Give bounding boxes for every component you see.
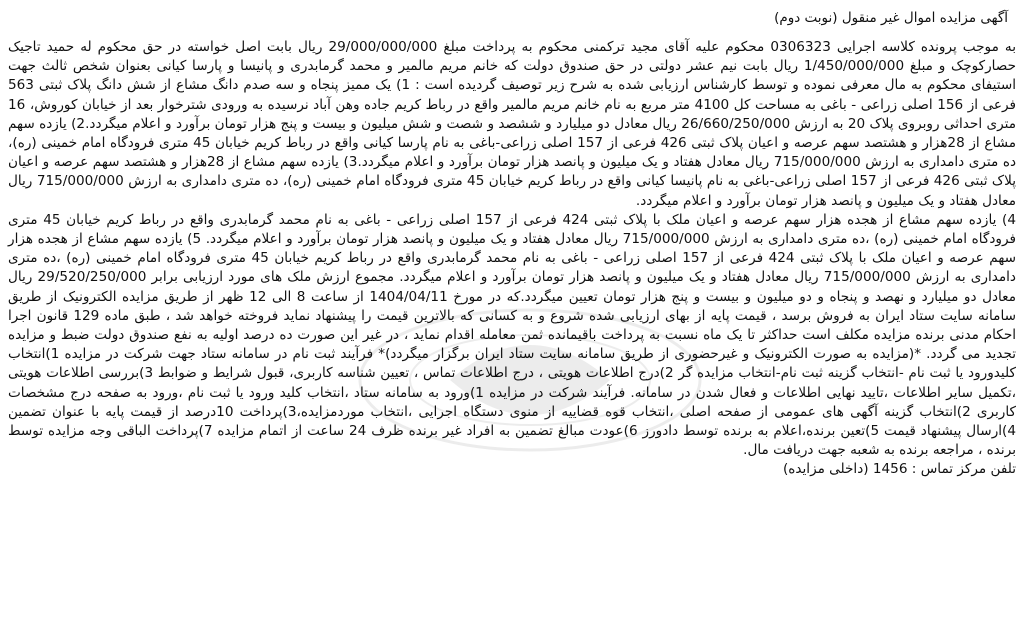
contact-phone: تلفن مرکز تماس : 1456 (داخلی مزایده): [782, 461, 1016, 478]
auction-notice: [6, 0, 1018, 480]
notice-paragraph-1: به موجب پرونده کلاسه اجرایی 0306323 محکوم علیه آقای مجید ترکمنی محکوم به پرداخت مبلغ 29/000/000/000 ریال بابت اصل خواسته در حق محکوم له حمید تاجیک حصارکوچک و مبلغ 1/450/000/000 ریال بابت نیم عشر دولتی در حق صندوق دولت که خانم مریم مالمیر و محمد گرمابدری و پانیسا و پارسا کیانی بعنوان شخص ثالث جهت استیفای محکوم به مال معرفی نموده و توسط کارشناس ارزیابی شده به شرح زیر توصیف گردیده است : 1) یک ممیز پنجاه و سه صدم دانگ مشاع از شش دانگ پلاک ثبتی 563 فرعی از 156 اصلی زراعی - باغی به مساحت کل 4100 متر مربع به نام خانم مریم مالمیر واقع در رباط کریم جاده وهن آباد نرسیده به ورودی شترخوار بعد از خیابان کوروش، 16 متری احداثی روبروی پلاک 20 به ارزش 26/660/250/000 ریال معادل دو میلیارد و ششصد و شصت و شش میلیون و بیست و پنج هزار تومان برآورد و اعلام میگردد.2) یازده سهم مشاع از 28هزار و هشتصد سهم عرصه و اعیان پلاک ثبتی 426 فرعی از 157 اصلی زراعی-باغی به نام پارسا کیانی واقع در رباط کریم خیابان 45 متری فرودگاه امام خمینی (ره)، ده متری دامداری به ارزش 715/000/000 ریال معادل هفتاد و یک میلیون و پانصد هزار تومان برآورد و اعلام میگردد.3) یازده سهم مشاع از 28هزار و هشتصد سهم عرصه و اعیان پلاک ثبتی 426 فرعی از 157 اصلی زراعی-باغی به نام پانیسا کیانی واقع در رباط کریم خیابان 45 متری فرودگاه امام خمینی (ره)، ده متری دامداری به ارزش 715/000/000 ریال معادل هفتاد و یک میلیون و پانصد هزار تومان برآورد و اعلام میگردد.: [8, 39, 1017, 209]
notice-body: [6, 38, 1018, 480]
notice-title: آگهی مزایده اموال غیر منقول (نوبت دوم): [774, 10, 1008, 26]
notice-paragraph-2: 4) یازده سهم مشاع از هجده هزار سهم عرصه و اعیان ملک با پلاک ثبتی 424 فرعی از 157 اصلی زراعی - باغی به نام محمد گرمابدری واقع در رباط کریم خیابان 45 متری فرودگاه امام خمینی (ره) ،ده متری دامداری به ارزش 715/000/000 ریال معادل هفتاد و یک میلیون و پانصد هزار تومان برآورد و اعلام میگردد. 5) یازده سهم مشاع از هجده هزار سهم عرصه و اعیان ملک با پلاک ثبتی 424 فرعی از 157 اصلی زراعی - باغی به نام محمد گرمابدری واقع در رباط کریم خیابان 45 متری فرودگاه امام خمینی (ره) ،ده متری دامداری به ارزش 715/000/000 ریال معادل هفتاد و یک میلیون و پانصد هزار تومان برآورد و اعلام میگردد. مجموع ارزش ملک های مورد ارزیابی برابر 29/520/250/000 ریال معادل دو میلیارد و نهصد و پنجاه و دو میلیون و بیست و پنج هزار تومان تعیین میگردد.که در مورخ 1404/04/11 از ساعت 8 الی 12 ظهر از طریق مزایده الکترونیک از طریق سامانه سایت ستاد ایران به فروش برسد ، قیمت پایه از بهای ارزیابی شده شروع و به کسانی که بالاترین قیمت را پیشنهاد نماید فروخته خواهد شد ، طبق ماده 129 قانون اجرا احکام مدنی برنده مزایده مکلف است حداکثر تا یک ماه نسبت به پرداخت باقیمانده ثمن معامله اقدام نماید ، در غیر این صورت ده درصد اولیه به نفع صندوق دولت ضبط و مزایده تجدید می گردد. *(مزایده به صورت الکترونیک و غیرحضوری از طریق سامانه سایت ستاد ایران برگزار میگردد)* فرآیند ثبت نام در سامانه ستاد جهت شرکت در مزایده 1)انتخاب کلیدورود یا ثبت نام -انتخاب گزینه ثبت نام-انتخاب مزایده گر 2)درج اطلاعات هویتی ، درج اطلاعات تماس ، تعیین شناسه کاربری، قبول شرایط و ضوابط 3)بررسی اطلاعات هویتی ،تکمیل سایر اطلاعات ،تایید نهایی اطلاعات و فعال شدن در سامانه. فرآیند شرکت در مزایده 1)ورود به سامانه ستاد ،انتخاب کلید ورود یا ثبت نام ،ورود به صفحه درج مشخصات کاربری 2)انتخاب گزینه آگهی های عمومی از صفحه اصلی ،انتخاب قوه قضاییه از منوی دستگاه اجرایی ،انتخاب موردمزایده،3)پرداخت 10درصد از قیمت پایه با عنوان تضمین 4)ارسال پیشنهاد قیمت 5)تعین برنده،اعلام به برنده توسط دادورز 6)عودت مبالغ تضمین به افراد غیر برنده ظرف 24 ساعت از اتمام مزایده 7)پرداخت الباقی وجه مزایده توسط برنده ، مراجعه برنده به شعبه جهت دریافت مال.: [8, 211, 1016, 459]
